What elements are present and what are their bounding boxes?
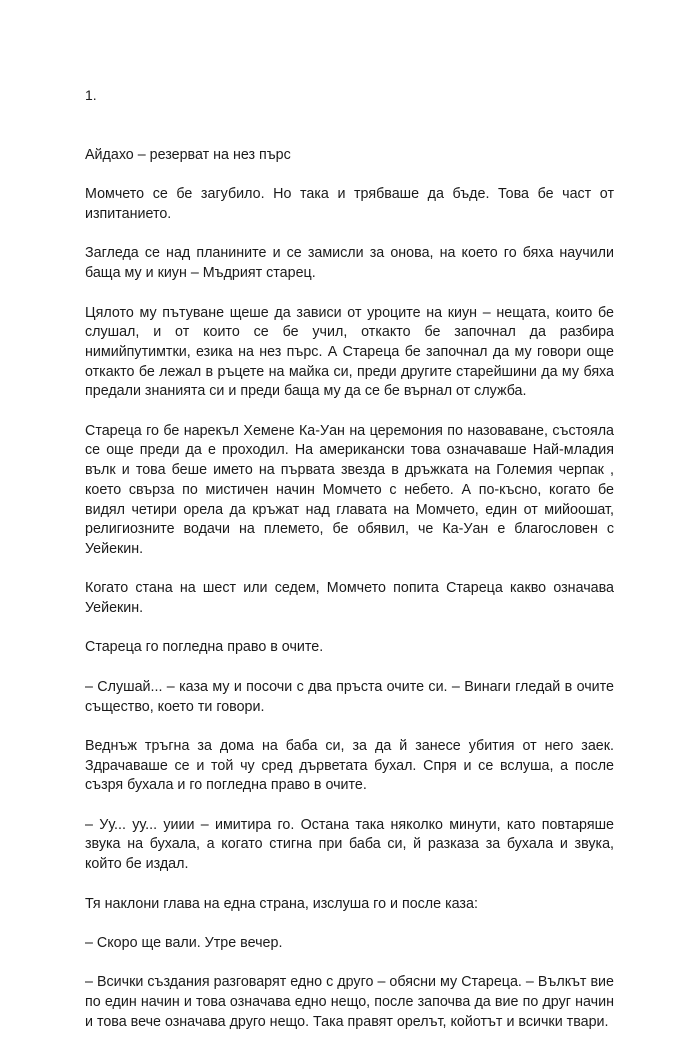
paragraph: Цялото му пътуване щеше да зависи от уроците на киун – нещата, които бе слушал, и от които се бе учил, откакто бе започнал да разбира нимийпутимтки, езика на нез пърс. А Стареца бе започнал да му говори още откакто бе лежал в ръцете на майка си, преди другите старейшини да му бяха предали знанията си и преди баща му да се бе върнал от служба.: [85, 304, 614, 400]
page-number: 1.: [85, 87, 97, 103]
paragraph: Стареца го бе нарекъл Хемене Ка-Уан на церемония по назоваване, състояла се още преди да е проходил. На американски това означаваше Най-младия вълк и това беше името на първата звезда в дръжката на Големия черпак , което свърза по мистичен начин Момчето с небето. А по-късно, когато бе видял четири орела да кръжат над главата на Момчето, един от мийоошат, религиозните водачи на племето, бе обявил, че Ка-Уан е благословен с Уейекин.: [85, 422, 614, 557]
chapter-heading: Айдахо – резерват на нез пърс: [85, 147, 291, 163]
paragraph: Загледа се над планините и се замисли за онова, на което го бяха научили баща му и киун – Мъдрият старец.: [85, 245, 614, 282]
paragraph: Тя наклони глава на една страна, изслуша го и после каза:: [85, 895, 478, 912]
paragraph: Момчето се бе загубило. Но така и трябваше да бъде. Това бе част от изпитанието.: [85, 186, 614, 223]
paragraph: Стареца го погледна право в очите.: [85, 639, 324, 656]
paragraph: Когато стана на шест или седем, Момчето попита Стареца какво означава Уейекин.: [85, 580, 614, 617]
paragraph: – Всички създания разговарят едно с друго – обясни му Стареца. – Вълкът вие по един начин и това означава едно нещо, после започва да вие по друг начин и това вече означава друго нещо. Така правят орелът, койотът и всички твари.: [85, 974, 614, 1030]
paragraph: – Скоро ще вали. Утре вечер.: [85, 934, 283, 951]
body-text: [85, 146, 614, 1052]
paragraph: Веднъж тръгна за дома на баба си, за да й занесе убития от него заек. Здрачаваше се и той чу сред дърветата бухал. Спря и се вслуша, а после съзря бухала и го погледна право в очите.: [85, 737, 614, 794]
paragraph: – Уу... уу... уиии – имитира го. Остана така няколко минути, като повтаряше звука на бухала, а когато стигна при баба си, й разказа за бухала и звука, който бе издал.: [85, 816, 614, 873]
paragraph: – Слушай... – каза му и посочи с два пръста очите си. – Винаги гледай в очите същество, което ти говори.: [85, 678, 614, 715]
